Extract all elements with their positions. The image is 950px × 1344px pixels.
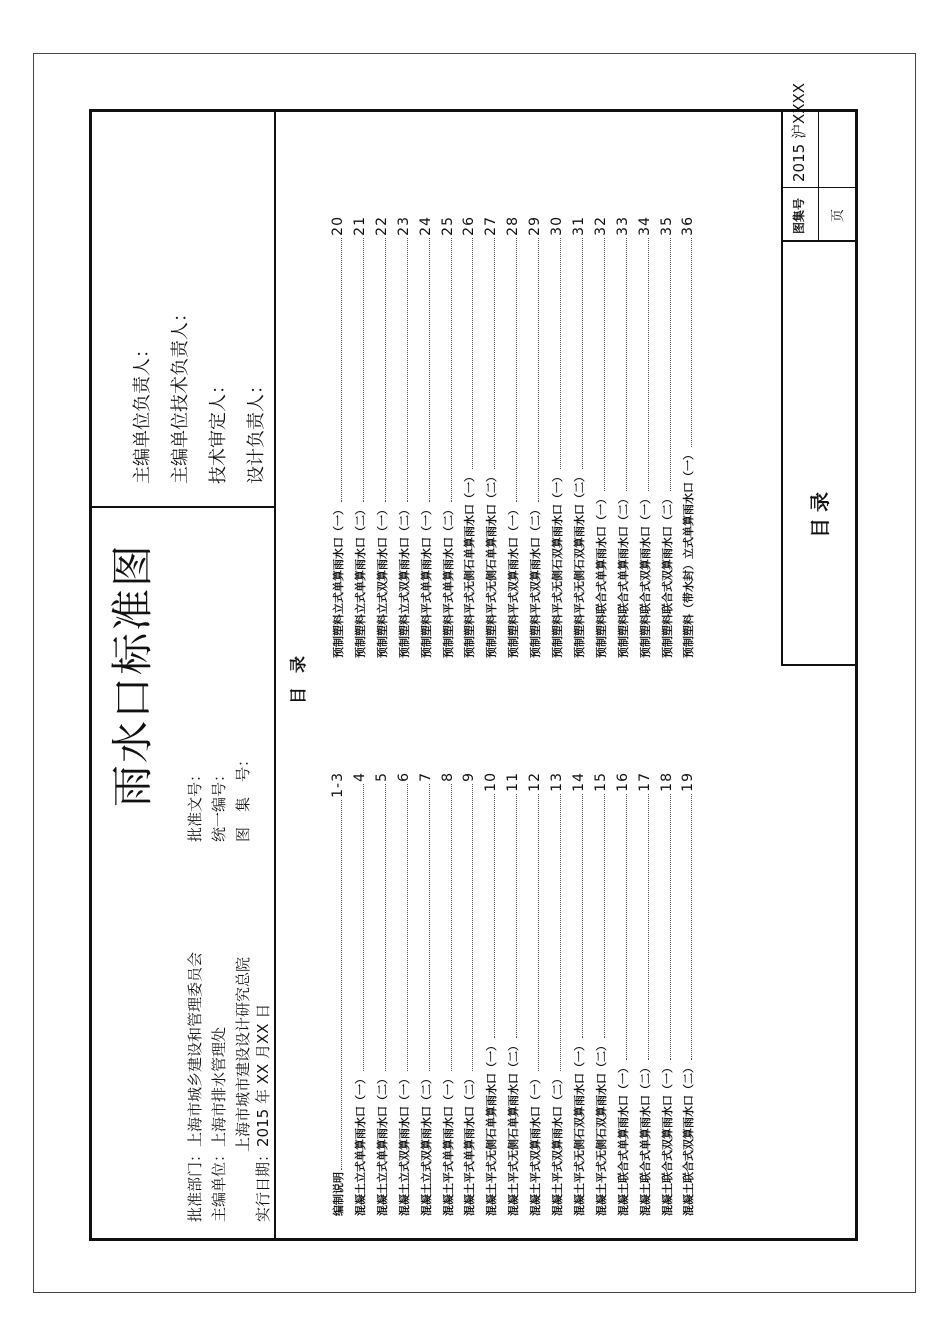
- toc-entry-label: 预制塑料立式单算雨水口（一）: [332, 504, 345, 658]
- toc-entry-page: 27: [483, 216, 500, 236]
- toc-entry: [543, 772, 564, 1216]
- toc-entry: [631, 216, 652, 658]
- toc-leader-dots: [428, 784, 430, 1071]
- resp-tech-head: 主编单位技术负责人：: [170, 304, 191, 484]
- toc-entry-page: 17: [636, 772, 653, 792]
- toc-entry-page: 16: [614, 772, 631, 792]
- toc-entry-label: 混凝土平式无侧石双算雨水口（一）: [572, 1040, 586, 1216]
- toc-entry-label: 预制塑料平式无侧石单算雨水口（一）: [463, 471, 477, 658]
- toc-entry-label: 预制塑料平式单算雨水口（一）: [419, 504, 433, 658]
- toc-entry-label: 预制塑料联合式双算雨水口（一）: [638, 493, 652, 658]
- toc-leader-dots: [450, 784, 452, 1071]
- toc-entry-label: 混凝土联合式双算雨水口（一）: [660, 1062, 674, 1216]
- toc-entry-page: 14: [570, 772, 587, 792]
- titleblock-name: 目录: [808, 486, 832, 538]
- toc-entry-label: 预制塑料立式双算雨水口（一）: [375, 504, 389, 658]
- toc-entry-label: 混凝土立式双算雨水口（二）: [419, 1073, 433, 1216]
- toc-leader-dots: [690, 794, 692, 1060]
- toc-leader-dots: [690, 238, 692, 447]
- toc-entry-page: 31: [570, 216, 587, 236]
- toc-entry-label: 预制塑料平式双算雨水口（一）: [507, 504, 521, 658]
- titleblock-top: [781, 112, 783, 666]
- toc-entry: [346, 772, 367, 1216]
- toc-entry: [434, 772, 455, 1216]
- toc-entry-label: 预制塑料立式双算雨水口（二）: [397, 504, 411, 658]
- toc-leader-dots: [406, 238, 408, 502]
- toc-entry-page: 10: [483, 772, 500, 792]
- toc-entry: [324, 216, 345, 658]
- toc-leader-dots: [647, 794, 649, 1060]
- toc-entry: [565, 216, 586, 658]
- toc-leader-dots: [406, 784, 408, 1071]
- titleblock-atlas-label: 图集号: [792, 197, 806, 234]
- toc-entry-page: 33: [614, 216, 631, 236]
- toc-entry-label: 混凝土平式单算雨水口（一）: [441, 1073, 455, 1216]
- toc-leader-dots: [450, 238, 452, 502]
- toc-entry-label: 预制塑料联合式双算雨水口（二）: [660, 493, 674, 658]
- resp-design-head: 设计负责人：: [246, 376, 267, 484]
- titleblock-left: [781, 664, 855, 666]
- toc-entry-label: 混凝土平式无侧石单算雨水口（一）: [485, 1040, 499, 1216]
- toc-leader-dots: [581, 238, 583, 469]
- toc-leader-dots: [537, 794, 539, 1071]
- toc-entry-page: 20: [330, 216, 346, 236]
- effective-date: 实行日期：2015 年 XX 月XX 日: [254, 1003, 272, 1222]
- toc-entry-page: 13: [549, 772, 565, 792]
- toc-entry: [521, 216, 542, 658]
- toc-entry-page: 34: [636, 216, 653, 236]
- toc-entry-page: 4: [351, 772, 368, 782]
- toc-leader-dots: [362, 238, 364, 502]
- toc-leader-dots: [362, 784, 364, 1071]
- toc-entry: [434, 216, 455, 658]
- toc-entry-page: 25: [439, 216, 456, 236]
- toc-entry-label: 预制塑料平式无侧石双算雨水口（一）: [551, 471, 564, 658]
- toc-entry: [674, 216, 695, 658]
- approval-dept: 批准部门：上海市城乡建设和管理委员会: [186, 951, 204, 1222]
- toc-entry-page: 12: [527, 772, 544, 792]
- toc-entry: [499, 772, 520, 1216]
- toc-entry-page: 21: [351, 216, 368, 236]
- toc-entry-label: 混凝土平式双算雨水口（二）: [551, 1073, 564, 1216]
- toc-entry: [477, 216, 498, 658]
- toc-entry-label: 混凝土平式单算雨水口（二）: [463, 1073, 477, 1216]
- toc-entry-label: 预制塑料联合式单算雨水口（一）: [594, 493, 608, 658]
- toc-entry: [631, 772, 652, 1216]
- titleblock-row: [818, 112, 819, 242]
- toc-entry: [455, 216, 476, 658]
- toc-entry: [477, 772, 498, 1216]
- toc-entry: [368, 216, 389, 658]
- toc-entry-page: 26: [461, 216, 478, 236]
- toc-entry-page: 7: [417, 772, 434, 782]
- toc-entry-page: 19: [680, 772, 697, 792]
- toc-leader-dots: [384, 784, 386, 1071]
- toc-entry-page: 22: [373, 216, 390, 236]
- toc-entry-label: 混凝土立式单算雨水口（二）: [375, 1073, 389, 1216]
- toc-entry: [390, 772, 411, 1216]
- toc-entry-label: 预制塑料平式无侧石单算雨水口（二）: [485, 471, 499, 658]
- toc-leader-dots: [471, 784, 473, 1071]
- toc-entry: [521, 772, 542, 1216]
- toc-leader-dots: [625, 238, 627, 491]
- toc-entry: [609, 772, 630, 1216]
- titleblock-atlas-value: 2015 沪XXXX: [790, 82, 808, 182]
- resp-editor-head: 主编单位负责人：: [132, 340, 153, 484]
- toc-leader-dots: [581, 794, 583, 1038]
- toc-leader-dots: [603, 794, 605, 1038]
- toc-entry-label: 混凝土联合式单算雨水口（二）: [638, 1062, 652, 1216]
- toc-leader-dots: [515, 238, 517, 502]
- toc-entry: [390, 216, 411, 658]
- toc-leader-dots: [384, 238, 386, 502]
- toc-entry-label: 预制塑料联合式单算雨水口（二）: [616, 493, 630, 658]
- toc-entry: [455, 772, 476, 1216]
- toc-entry-label: 预制塑料平式单算雨水口（二）: [441, 504, 455, 658]
- toc-entry: [368, 772, 389, 1216]
- toc-entry-label: 预制塑料平式双算雨水口（二）: [529, 504, 543, 658]
- toc-entry: [653, 772, 674, 1216]
- toc-entry-label: 混凝土平式双算雨水口（一）: [529, 1073, 543, 1216]
- toc-entry: [587, 772, 608, 1216]
- toc-entry-page: 15: [592, 772, 609, 792]
- toc-entry-page: 11: [505, 772, 522, 792]
- toc-entry-label: 混凝土联合式双算雨水口（二）: [682, 1062, 696, 1216]
- toc-entry-label: 混凝土立式单算雨水口（一）: [353, 1073, 367, 1216]
- editor-unit: 主编单位：上海市排水管理处: [210, 1026, 228, 1222]
- toc-leader-dots: [515, 794, 517, 1038]
- unified-number-label: 统一编号：: [210, 766, 228, 842]
- toc-entry-page: 35: [658, 216, 675, 236]
- toc-entry-page: 6: [395, 772, 412, 782]
- toc-leader-dots: [559, 794, 561, 1071]
- toc-leader-dots: [493, 238, 495, 469]
- toc-entry-page: 1-3: [330, 772, 346, 798]
- toc-leader-dots: [340, 800, 342, 1170]
- toc-leader-dots: [428, 238, 430, 502]
- toc-entry-page: 18: [658, 772, 675, 792]
- toc-leader-dots: [603, 238, 605, 491]
- toc-entry: [412, 772, 433, 1216]
- toc-heading: 目录: [289, 642, 309, 704]
- toc-entry-page: 9: [461, 772, 478, 782]
- toc-entry-label: 混凝土平式无侧石单算雨水口（二）: [507, 1040, 521, 1216]
- titleblock-col: [781, 187, 855, 188]
- toc-leader-dots: [669, 238, 671, 491]
- toc-entry-page: 5: [373, 772, 390, 782]
- toc-leader-dots: [340, 238, 342, 502]
- toc-entry: [609, 216, 630, 658]
- toc-leader-dots: [669, 794, 671, 1060]
- toc-entry-label: 混凝土平式无侧石双算雨水口（二）: [594, 1040, 608, 1216]
- toc-entry-page: 36: [680, 216, 697, 236]
- toc-entry: [324, 772, 345, 1216]
- toc-leader-dots: [625, 794, 627, 1060]
- toc-entry: [565, 772, 586, 1216]
- toc-entry-label: 编制说明: [332, 1172, 345, 1216]
- toc-leader-dots: [647, 238, 649, 491]
- toc-entry: [346, 216, 367, 658]
- toc-entry-page: 8: [439, 772, 456, 782]
- titleblock-page-label: 页: [831, 208, 846, 222]
- toc-entry-label: 预制塑料（带水封）立式单算雨水口（一）: [682, 449, 696, 658]
- page-title: 雨水口标准图: [108, 543, 157, 808]
- toc-leader-dots: [537, 238, 539, 502]
- toc-entry-label: 混凝土联合式单算雨水口（一）: [616, 1062, 630, 1216]
- toc-entry: [653, 216, 674, 658]
- toc-entry-label: 预制塑料立式单算雨水口（二）: [353, 504, 367, 658]
- toc-entry-label: 预制塑料平式无侧石双算雨水口（二）: [572, 471, 586, 658]
- toc-leader-dots: [493, 794, 495, 1038]
- header-divider: [274, 112, 276, 1238]
- toc-entry-page: 32: [592, 216, 609, 236]
- doc-number-label: 批准文号：: [186, 766, 204, 842]
- editor-unit-2: 上海市城市建设设计研究总院: [234, 956, 252, 1152]
- rotated-sheet: [92, 82, 855, 1238]
- toc-leader-dots: [471, 238, 473, 469]
- toc-entry-page: 28: [505, 216, 522, 236]
- toc-leader-dots: [559, 238, 561, 469]
- toc-entry: [412, 216, 433, 658]
- toc-entry-page: 24: [417, 216, 434, 236]
- toc-entry: [674, 772, 695, 1216]
- toc-entry: [499, 216, 520, 658]
- atlas-number-label: 图 集 号：: [234, 751, 252, 842]
- toc-entry: [543, 216, 564, 658]
- toc-entry-page: 23: [395, 216, 412, 236]
- toc-entry-page: 30: [549, 216, 565, 236]
- toc-entry-page: 29: [527, 216, 544, 236]
- toc-entry: [587, 216, 608, 658]
- resp-reviewer: 技术审定人：: [208, 376, 229, 484]
- toc-entry-label: 混凝土立式双算雨水口（一）: [397, 1073, 411, 1216]
